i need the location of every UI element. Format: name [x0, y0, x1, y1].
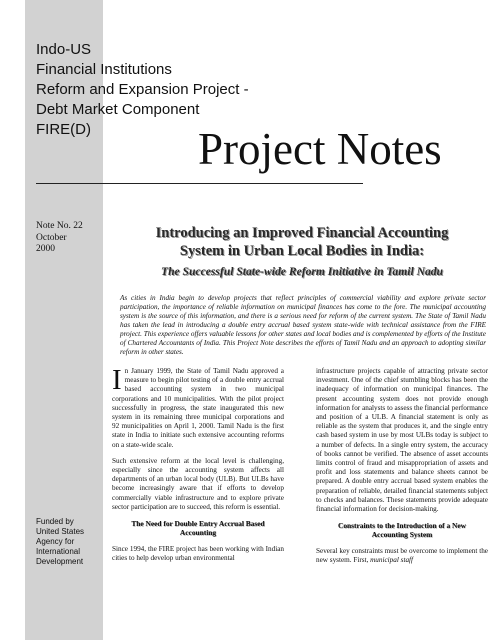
section-heading [112, 519, 284, 537]
drop-cap: I [112, 364, 122, 396]
paragraph: infrastructure projects capable of attracting private sector investment. One of the chief stumbling blocks has been the inadequacy of information on municipal finances. The present accounting system does not provide enough information for analysts to assess the financial performance and position of a ULB. A financial statement is only as reliable as the system that produces it, and the single entry cash based system in use by most ULBs today is subject to a number of defects. In a single entry system, the accuracy of books cannot be verified. The absence of asset accounts limits control of fraud and misappropriation of assets and profit and loss statements and balance sheets cannot be prepared. A double entry accrual based system enables the preparation of reliable, detailed financial statements subject to checks and balances. These statements provide adequate financial information for decision-making. [316, 367, 488, 514]
paragraph: Such extensive reform at the local level is challenging, especially since the accounting system affects all departments of an urban local body (ULB). But ULBs have become increasingly aware that if efforts to develop commercially viable infrastructure and to explore private sector participation are to succeed, this reform is essential. [112, 456, 284, 511]
header-divider [36, 183, 363, 184]
paragraph [112, 364, 284, 450]
italic-text: municipal staff [370, 556, 414, 565]
paragraph: Since 1994, the FIRE project has been working with Indian cities to help develop urban environmental [112, 545, 284, 563]
funding-line: International [36, 547, 81, 556]
funding-credit [36, 517, 102, 567]
article-title-line: System in Urban Local Bodies in India: [179, 243, 425, 259]
header-line: Debt Market Component [36, 101, 200, 118]
article-subtitle: The Successful State-wide Reform Initiative in Tamil Nadu [160, 265, 444, 278]
note-month: October [36, 232, 67, 243]
section-heading-line: Accounting System [371, 530, 433, 540]
note-number: Note No. 22 [36, 221, 83, 231]
funding-line: United States [36, 527, 85, 536]
paragraph-text: n January 1999, the State of Tamil Nadu approved a measure to begin pilot testing of a double entry accrual based accounting system in two municipal corporations and 10 municipalities. With the pilot project successfully in progress, the state inaugurated this new system in its remaining three municipal corporations and 92 municipalities on April 1, 2000. Tamil Nadu is the first state in India to initiate such extensive accounting reforms on a state-wide scale. [112, 367, 284, 449]
article-title-line: Introducing an Improved Financial Accounting [155, 225, 449, 241]
publication-title: Project Notes [198, 124, 442, 174]
article-title-block [112, 224, 492, 279]
section-heading [316, 521, 488, 539]
section-heading-line: The Need for Double Entry Accrual Based [131, 519, 265, 529]
funding-line: Development [36, 557, 84, 566]
header-line: Financial Institutions [36, 61, 172, 78]
funding-line: Funded by [36, 517, 74, 526]
section-heading-line: Accounting [179, 528, 217, 538]
note-year: 2000 [36, 244, 55, 254]
section-heading-line: Constraints to the Introduction of a New [338, 521, 466, 531]
body-column-left [112, 364, 284, 570]
header-line: Reform and Expansion Project - [36, 81, 249, 98]
abstract: As cities in India begin to develop projects that reflect principles of commercial viability and explore private sector participation, the importance of reliable information on municipal finances has come to the fore. The municipal accounting system is the source of this information, and there is a serious need for reform of the current system. The State of Tamil Nadu has taken the lead in introducing a double entry accrual based system state-wide with technical assistance from the FIRE project. This experience offers valuable lessons for other states and local bodies and is complemented by efforts of the Institute of Chartered Accountants of India. This Project Note describes the efforts of Tamil Nadu and an approach to adopting similar reform in other states. [120, 294, 486, 356]
note-meta [36, 221, 102, 256]
body-column-right [316, 367, 488, 573]
header-line: FIRE(D) [36, 121, 91, 138]
paragraph-text: Several key constraints must be overcome to implement the new system. First, [316, 547, 488, 565]
paragraph [316, 547, 488, 565]
funding-line: Agency for [36, 537, 75, 546]
header-line: Indo-US [36, 41, 92, 58]
article-title [112, 224, 492, 260]
